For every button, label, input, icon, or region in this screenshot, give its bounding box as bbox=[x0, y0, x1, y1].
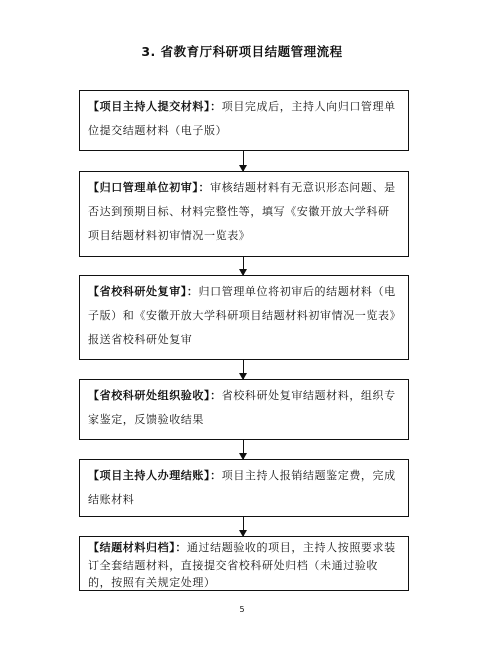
page-number: 5 bbox=[239, 605, 245, 614]
step-heading: 【省校科研处复审】 bbox=[88, 285, 187, 298]
flow-step-acceptance bbox=[79, 379, 409, 440]
step-separator: ： bbox=[186, 285, 199, 298]
flow-arrow bbox=[243, 151, 244, 171]
step-heading: 【省校科研处组织验收】 bbox=[88, 389, 211, 402]
step-heading: 【结题材料归档】 bbox=[88, 541, 176, 554]
step-separator: ： bbox=[210, 389, 222, 402]
flow-arrow bbox=[243, 257, 244, 275]
step-heading: 【项目主持人办理结账】 bbox=[88, 469, 211, 482]
page-title: 3. 省教育厅科研项目结题管理流程 bbox=[141, 44, 343, 59]
step-separator: ： bbox=[198, 181, 211, 194]
step-heading: 【归口管理单位初审】 bbox=[88, 181, 199, 194]
step-separator: ： bbox=[210, 469, 222, 482]
flow-step-archive bbox=[79, 536, 409, 591]
step-description: 省校科研处复审结题材料，组织专家鉴定，反馈验收结果 bbox=[88, 389, 396, 426]
flow-step-secondary-review bbox=[79, 275, 409, 360]
flow-step-submit-materials bbox=[79, 90, 409, 151]
flow-step-preliminary-review bbox=[79, 171, 409, 257]
step-separator: ： bbox=[210, 100, 222, 113]
step-description: 归口管理单位将初审后的结题材料（电子版）和《安徽开放大学科研项目结题材料初审情况一览表》报送省校科研处复审 bbox=[88, 285, 396, 346]
flow-step-settlement bbox=[79, 459, 409, 517]
flow-arrow bbox=[243, 517, 244, 536]
step-description: 项目完成后，主持人向归口管理单位提交结题材料（电子版） bbox=[88, 100, 396, 137]
flow-arrow bbox=[243, 360, 244, 379]
step-description: 通过结题验收的项目，主持人按照要求装订全套结题材料，直接提交省校科研处归档（未通过验收的，按照有关规定处理） bbox=[88, 541, 396, 589]
step-description: 审核结题材料有无意识形态问题、是否达到预期目标、材料完整性等，填写《安徽开放大学科研项目结题材料初审情况一览表》 bbox=[88, 181, 396, 242]
step-heading: 【项目主持人提交材料】 bbox=[88, 100, 211, 113]
step-separator: ： bbox=[175, 541, 187, 554]
step-description: 项目主持人报销结题鉴定费，完成结账材料 bbox=[88, 469, 396, 506]
flow-arrow bbox=[243, 440, 244, 459]
